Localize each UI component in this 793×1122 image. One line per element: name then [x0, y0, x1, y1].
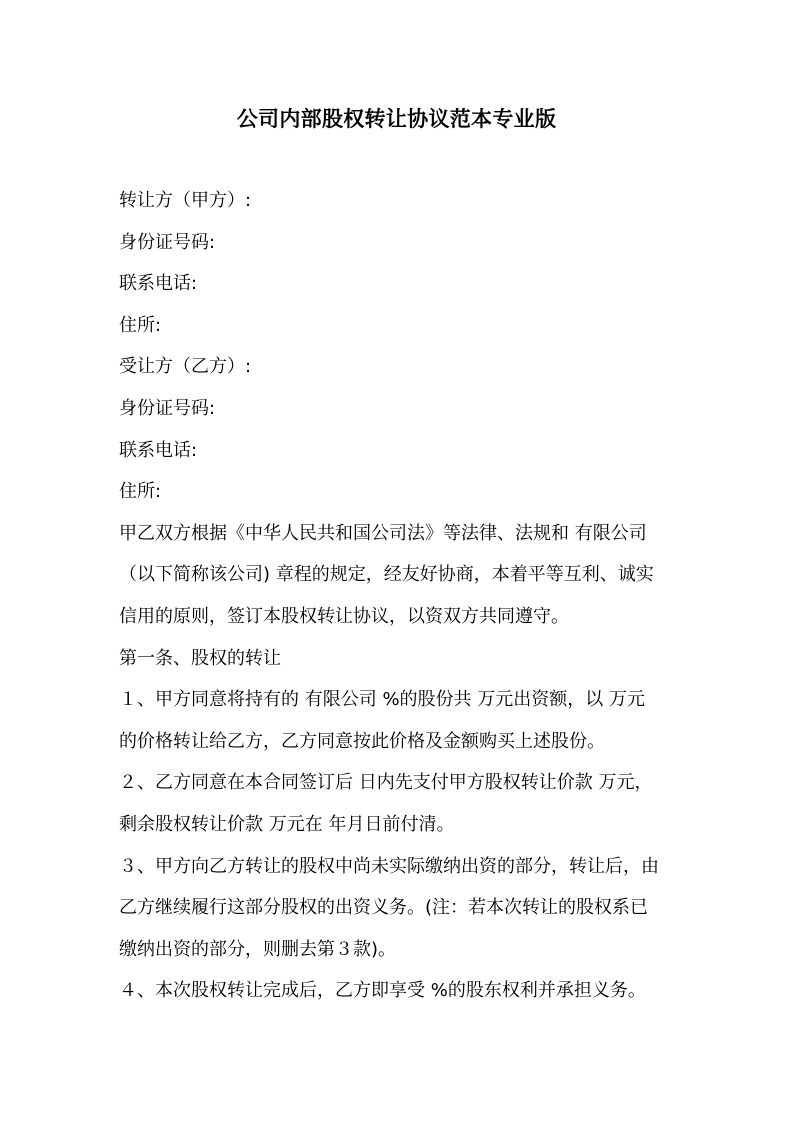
transferor-label: 转让方（甲方）: [119, 190, 252, 211]
transferee-address: 住所: [119, 481, 162, 503]
clause-2-line-2: 剩余股权转让价款 万元在 年月日前付清。 [119, 813, 455, 835]
clause-4-line-1: ４、本次股权转让完成后，乙方即享受 %的股东权利并承担义务。 [119, 980, 646, 1002]
transferee-phone: 联系电话: [119, 439, 198, 461]
preamble-line-3: 信用的原则，签订本股权转让协议，以资双方共同遵守。 [119, 605, 569, 627]
preamble-line-2: （以下简称该公司) 章程的规定，经友好协商，本着平等互利、诚实 [119, 564, 654, 586]
clause-2-line-1: ２、乙方同意在本合同签订后 日内先支付甲方股权转让价款 万元， [119, 772, 653, 794]
clause-3-line-3: 缴纳出资的部分，则删去第３款)。 [119, 938, 397, 960]
clause-3-line-2: 乙方继续履行这部分股权的出资义务。(注：若本次转让的股权系已 [119, 897, 649, 919]
transferee-id-number: 身份证号码: [119, 397, 216, 419]
transferee-label: 受让方（乙方）: [119, 356, 252, 378]
document-title: 公司内部股权转让协议范本专业版 [236, 107, 557, 131]
transferor-id-number: 身份证号码: [119, 231, 216, 253]
clause-1-line-2: 的价格转让给乙方，乙方同意按此价格及金额购买上述股份。 [119, 730, 605, 752]
clause-1-line-1: １、甲方同意将持有的 有限公司 %的股份共 万元出资额，以 万元 [119, 689, 645, 711]
document-body [119, 180, 679, 1012]
preamble-line-1: 甲乙双方根据《中华人民共和国公司法》等法律、法规和 有限公司 [119, 522, 647, 544]
transferor-phone: 联系电话: [119, 273, 198, 295]
transferor-address: 住所: [119, 314, 162, 336]
article-1-heading: 第一条、股权的转让 [119, 647, 281, 669]
clause-3-line-1: ３、甲方向乙方转让的股权中尚未实际缴纳出资的部分，转让后，由 [119, 855, 659, 877]
